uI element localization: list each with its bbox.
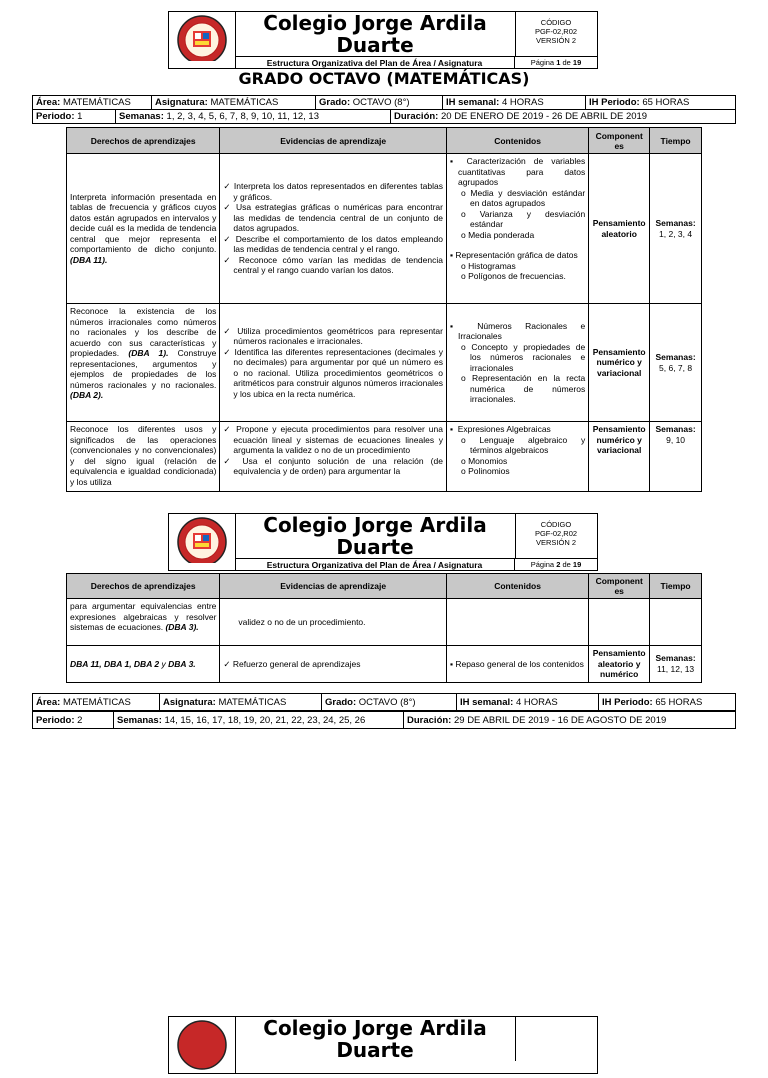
period-info-1b: Periodo: 1 Semanas: 1, 2, 3, 4, 5, 6, 7, 8, 9, 10, 11, 12, 13 Duración: 20 DE ENERO DE 2019 - 26 DE ABRIL DE 2019	[32, 109, 736, 124]
col-dba: Derechos de aprendizajes	[67, 128, 220, 154]
page-header	[168, 1016, 598, 1074]
page-number: Página 2 de 19	[515, 558, 597, 571]
school-name: Colegio Jorge Ardila Duarte	[235, 12, 516, 56]
page-header	[168, 11, 598, 69]
period-info-2: Área: MATEMÁTICAS Asignatura: MATEMÁTICAS Grado: OCTAVO (8°) IH semanal: 4 HORAS IH Periodo: 65 HORAS	[32, 693, 736, 711]
page-number: Página 1 de 19	[515, 56, 597, 69]
table-row: para argumentar equivalencias entre expresiones algebraicas y resolver sistemas de ecuaciones. (DBA 3). validez o no de un procedimiento.	[67, 599, 702, 646]
school-logo	[169, 514, 236, 570]
header-subtitle: Estructura Organizativa del Plan de Área / Asignatura	[235, 558, 515, 571]
document-code: CÓDIGO PGF-02,R02 VERSIÓN 2	[534, 520, 578, 547]
table-row: DBA 11, DBA 1, DBA 2 y DBA 3. ✓ Refuerzo general de aprendizajes ▪ Repaso general de los contenidos Pensamiento aleatorio y numérico Semanas: 11, 12, 13	[67, 646, 702, 683]
col-contents: Contenidos	[446, 128, 588, 154]
period-info-2b: Periodo: 2 Semanas: 14, 15, 16, 17, 18, 19, 20, 21, 22, 23, 24, 25, 26 Duración: 29 DE ABRIL DE 2019 - 16 DE AGOSTO DE 2019	[32, 711, 736, 729]
table-row: Reconoce los diferentes usos y significados de las operaciones (convencionales y no convencionales) y del signo igual (relación de equivalencia e igualdad condicionada) y los utiliza ✓ Propone y ejecuta procedimientos para resolver una ecuación lineal y sistemas de ecuaciones lineales y argumenta la validez o no de un procedimiento ✓ Usa el conjunto solución de una relación (de equivalencia y de orden) para argumentar la ▪ Expresiones Algebraicas o Lenguaje algebraico y términos algebraicos o Monomios o Polinomios Pensamiento numérico y variacional Semanas: 9, 10	[67, 422, 702, 492]
table-row: Interpreta información presentada en tablas de frecuencia y gráficos cuyos datos están agrupados en intervalos y decide cuál es la medida de tendencia central que mejor representa el comportamiento de dicho conjunto. (DBA 11). ✓ Interpreta los datos representados en diferentes tablas y gráficos. ✓ Usa estrategias gráficas o numéricas para encontrar las medidas de tendencia central de un conjunto de datos agrupados. ✓ Describe el comportamiento de los datos empleando las medidas de tendencia central y el rango. ✓ Reconoce cómo varían las medidas de tendencia central y el rango cuando varían los datos. ▪ Caracterización de variables cuantitativas para datos agrupados o Media y desviación estándar en datos agrupados o Varianza y desviación estándar o Media ponderada ▪ Representación gráfica de datos o Histogramas o Polígonos de frecuencias. Pensamiento aleatorio Semanas: 1, 2, 3, 4	[67, 154, 702, 304]
col-time: Tiempo	[650, 128, 702, 154]
school-name: Colegio Jorge Ardila Duarte	[235, 1017, 516, 1061]
school-name: Colegio Jorge Ardila Duarte	[235, 514, 516, 558]
header-subtitle: Estructura Organizativa del Plan de Área / Asignatura	[235, 56, 515, 69]
document-code: CÓDIGO PGF-02,R02 VERSIÓN 2	[534, 18, 578, 45]
curriculum-table-continued: Derechos de aprendizajes Evidencias de aprendizaje Contenidos Component es Tiempo para argumentar equivalencias entre expresiones algebraicas y resolver sistemas de ecuaciones. (DBA 3). validez o no de un procedimiento. DBA 11, DBA 1, DBA 2 y DBA 3. ✓ Refuerzo general de aprendizajes ▪ Repaso general de los contenidos Pensamiento aleatorio y numérico Semanas: 11, 12, 13	[66, 573, 702, 683]
col-evidence: Evidencias de aprendizaje	[220, 128, 447, 154]
col-component: Component es	[589, 128, 650, 154]
curriculum-table	[66, 127, 702, 492]
page-header	[168, 513, 598, 571]
table-row: Reconoce la existencia de los números irracionales como números no racionales y los describe de acuerdo con sus características y propiedades. (DBA 1). Construye representaciones, argumentos y ejemplos de propiedades de los números racionales y no racionales. (DBA 2). ✓ Utiliza procedimientos geométricos para representar números racionales e irracionales. ✓ Identifica las diferentes representaciones (decimales y no decimales) para argumentar por qué un número es o no racional. Utiliza procedimientos geométricos o aritméticos para construir algunos números irracionales y los ubica en la recta numérica. ▪ Números Racionales e Irracionales o Concepto y propiedades de los números racionales e irracionales o Representación en la recta numérica de números irracionales. Pensamiento numérico y variacional Semanas: 5, 6, 7, 8	[67, 304, 702, 422]
period-info-1: Área: MATEMÁTICAS Asignatura: MATEMÁTICAS Grado: OCTAVO (8°) IH semanal: 4 HORAS IH Periodo: 65 HORAS	[32, 95, 736, 110]
school-logo	[169, 1017, 236, 1073]
grade-title: GRADO OCTAVO (MATEMÁTICAS)	[238, 69, 530, 88]
school-logo	[169, 12, 236, 68]
